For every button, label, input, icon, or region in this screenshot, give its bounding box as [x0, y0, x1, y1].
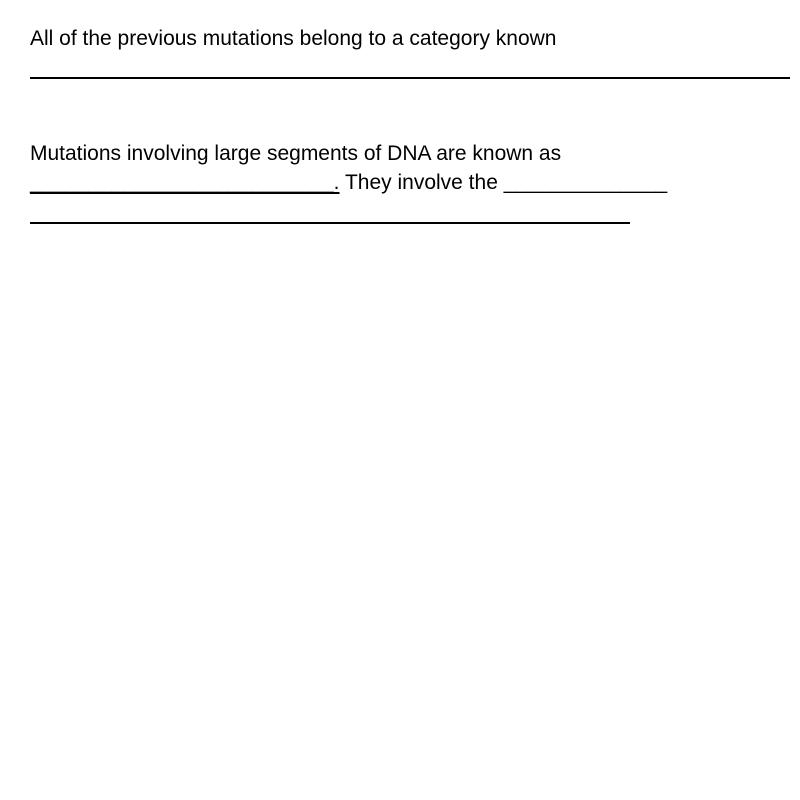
question-2-answer-blank-line — [30, 222, 630, 224]
question-2-continuation-line — [30, 168, 667, 198]
question-2-text: Mutations involving large segments of DNA are known as — [30, 142, 562, 165]
question-1-text: All of the previous mutations belong to a category known — [30, 27, 557, 50]
question-1-answer-blank — [30, 77, 790, 79]
question-2-continuation-text: They involve the ______________ — [339, 171, 668, 194]
question-2-answer-blank: __________________________. — [30, 171, 340, 194]
